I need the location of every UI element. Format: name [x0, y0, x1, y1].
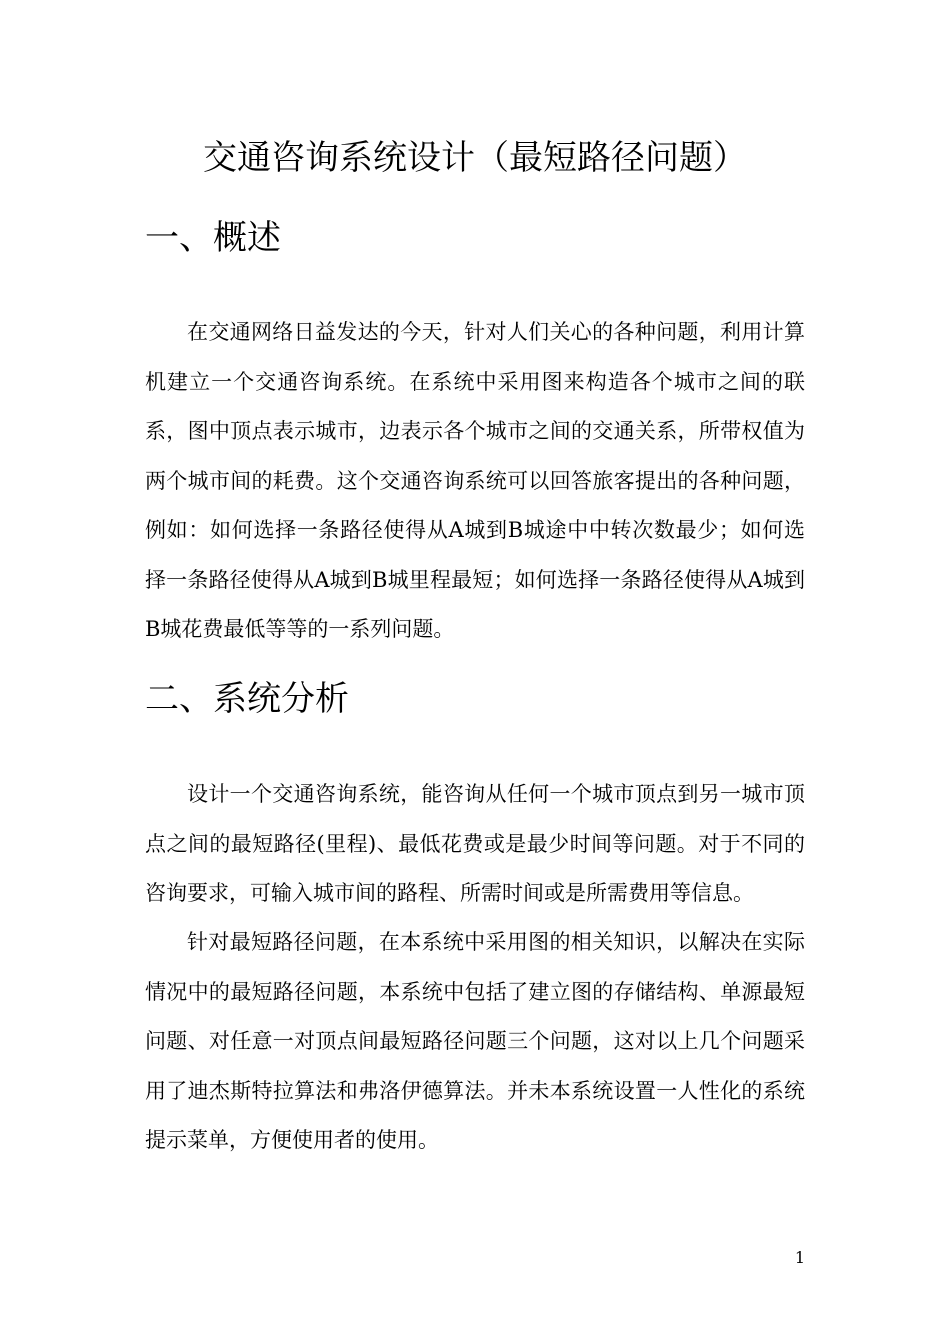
- analysis-paragraph-1: 设计一个交通咨询系统，能咨询从任何一个城市顶点到另一城市顶点之间的最短路径(里程)、最低花费或是最少时间等问题。对于不同的咨询要求，可输入城市间的路程、所需时间或是所需费用等信息。: [145, 782, 805, 905]
- overview-paragraph: 在交通网络日益发达的今天，针对人们关心的各种问题，利用计算机建立一个交通咨询系统。在系统中采用图来构造各个城市之间的联系，图中顶点表示城市，边表示各个城市之间的交通关系，所带权值为两个城市间的耗费。这个交通咨询系统可以回答旅客提出的各种问题，例如：如何选择一条路径使得从A城到B城途中中转次数最少；如何选择一条路径使得从A城到B城里程最短；如何选择一条路径使得从A城到B城花费最低等等的一系列问题。: [145, 320, 805, 641]
- section-heading-overview: 一、概述: [145, 218, 281, 258]
- section-heading-system-analysis: 二、系统分析: [145, 679, 349, 719]
- document-title: 交通咨询系统设计（最短路径问题）: [203, 138, 747, 178]
- page-number: 1: [794, 1248, 805, 1267]
- analysis-paragraph-2: 针对最短路径问题，在本系统中采用图的相关知识，以解决在实际情况中的最短路径问题，本系统中包括了建立图的存储结构、单源最短问题、对任意一对顶点间最短路径问题三个问题，这对以上几个问题采用了迪杰斯特拉算法和弗洛伊德算法。并未本系统设置一人性化的系统提示菜单，方便使用者的使用。: [145, 930, 805, 1152]
